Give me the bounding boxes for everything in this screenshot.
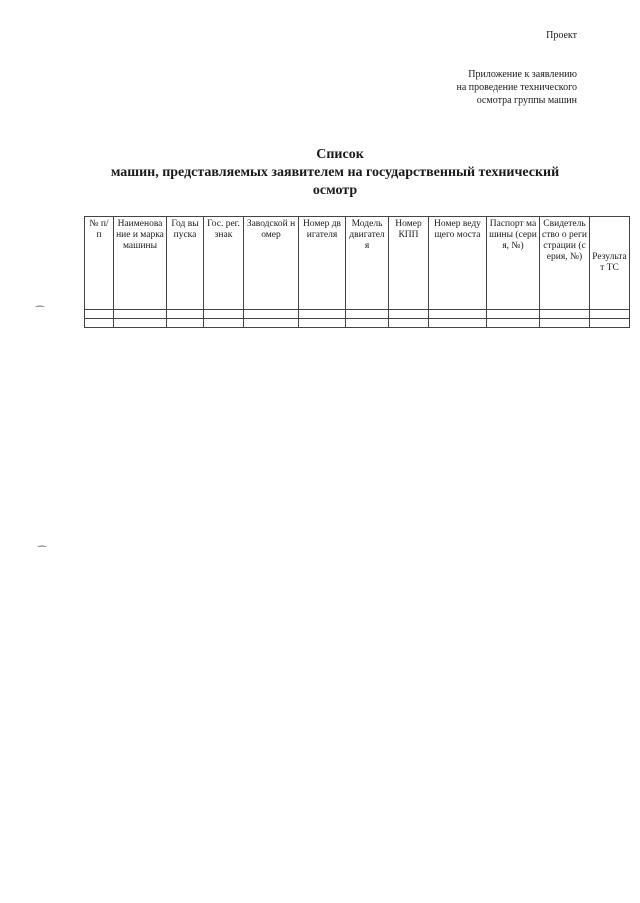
table-cell xyxy=(167,319,204,328)
table-cell xyxy=(114,310,167,319)
table-cell xyxy=(487,310,540,319)
column-header: Модель двигателя xyxy=(346,217,389,310)
column-header: Год выпуска xyxy=(167,217,204,310)
scan-artifact-mark: ⁀ xyxy=(36,307,45,318)
table-cell xyxy=(590,310,630,319)
column-header: Свидетельство о регистрации (серия, №) xyxy=(540,217,590,310)
appendix-line: Приложение к заявлению xyxy=(468,69,577,80)
column-header: Номер двигателя xyxy=(299,217,346,310)
table-header-row xyxy=(85,217,630,310)
table-cell xyxy=(540,319,590,328)
column-header: Паспорт машины (серия, №) xyxy=(487,217,540,310)
appendix-note xyxy=(456,68,577,107)
column-header: № п/п xyxy=(85,217,114,310)
table-cell xyxy=(167,310,204,319)
table-cell xyxy=(429,310,487,319)
table-cell xyxy=(540,310,590,319)
column-header: Номер ведущего моста xyxy=(429,217,487,310)
column-header: Результат ТС xyxy=(590,217,630,310)
column-header: Гос. рег. знак xyxy=(204,217,244,310)
table-cell xyxy=(590,319,630,328)
table-cell xyxy=(487,319,540,328)
table-cell xyxy=(114,319,167,328)
column-header: Номер КПП xyxy=(389,217,429,310)
column-header: Наименование и марка машины xyxy=(114,217,167,310)
column-header: Заводской номер xyxy=(244,217,299,310)
document-title xyxy=(60,146,610,200)
scan-artifact-mark: ⁀ xyxy=(38,547,47,558)
table-row xyxy=(85,310,630,319)
table-cell xyxy=(85,319,114,328)
appendix-line: на проведение технического xyxy=(456,82,577,93)
table-cell xyxy=(346,310,389,319)
table-cell xyxy=(244,310,299,319)
table-cell xyxy=(389,319,429,328)
table-cell xyxy=(299,310,346,319)
table-cell xyxy=(299,319,346,328)
table-cell xyxy=(389,310,429,319)
machines-table xyxy=(84,216,630,328)
table-cell xyxy=(244,319,299,328)
table-cell xyxy=(204,310,244,319)
project-label: Проект xyxy=(546,30,577,41)
table-cell xyxy=(346,319,389,328)
title-line: осмотр xyxy=(312,183,358,198)
table-cell xyxy=(204,319,244,328)
table-cell xyxy=(429,319,487,328)
table-row xyxy=(85,319,630,328)
appendix-line: осмотра группы машин xyxy=(476,95,577,106)
title-line: машин, представляемых заявителем на государственный технический xyxy=(110,165,560,180)
title-line: Список xyxy=(316,147,364,162)
table-cell xyxy=(85,310,114,319)
